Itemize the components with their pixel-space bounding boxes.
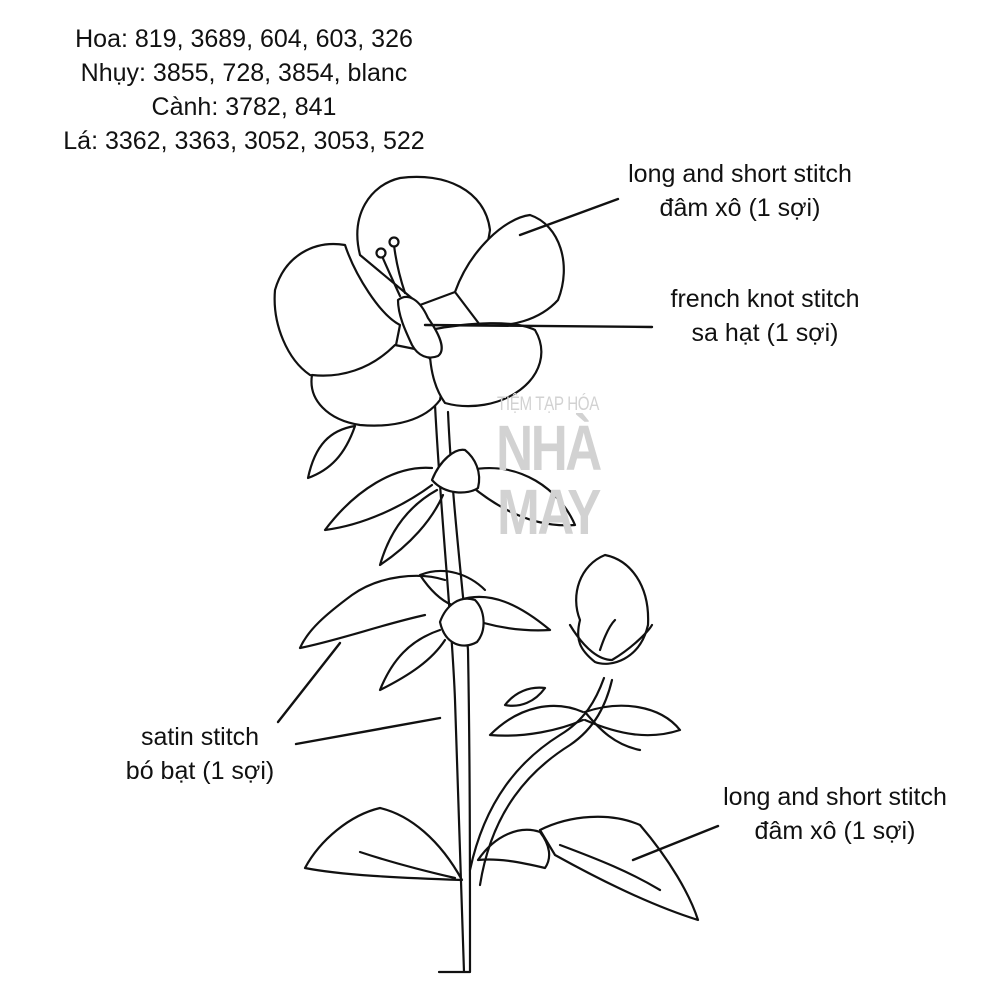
annotation-flower-stitch: long and short stitch bbox=[628, 160, 852, 188]
annotation-stem-detail: bó bạt (1 sợi) bbox=[125, 757, 275, 785]
annotation-flower-detail: đâm xô (1 sợi) bbox=[659, 194, 821, 222]
legend-flower-colors: Hoa: 819, 3689, 604, 603, 326 bbox=[75, 25, 413, 53]
leaf-bud-right bbox=[585, 706, 680, 735]
stamen-tip-right bbox=[390, 238, 399, 247]
leaf-bud-small bbox=[505, 688, 545, 706]
watermark-line-3: MAY bbox=[497, 476, 599, 548]
legend-stem-colors: Cành: 3782, 841 bbox=[151, 93, 337, 121]
legend-stamen-colors: Nhụy: 3855, 728, 3854, blanc bbox=[80, 59, 408, 87]
annotation-leaf bbox=[690, 780, 980, 848]
annotation-stamen-stitch: french knot stitch bbox=[670, 285, 860, 313]
leaf-upper-left-2 bbox=[380, 490, 443, 565]
leaf-lower-left-vein bbox=[360, 852, 455, 878]
leader-stem-leaf bbox=[278, 643, 340, 722]
leaf-middle-left-2 bbox=[380, 630, 445, 690]
annotation-leaf-stitch: long and short stitch bbox=[723, 783, 947, 811]
calyx-middle bbox=[440, 599, 484, 646]
stamen-tip-left bbox=[377, 249, 386, 258]
annotation-stamen bbox=[620, 282, 910, 350]
watermark-line-2: NHÀ bbox=[496, 412, 600, 484]
thread-color-legend bbox=[34, 22, 454, 158]
annotation-flower-petals bbox=[595, 157, 885, 225]
leaf-upper-left bbox=[325, 468, 432, 530]
watermark-line-1: TIỆM TẠP HÓA bbox=[497, 394, 599, 415]
annotation-stem bbox=[100, 720, 300, 788]
leaf-small-left bbox=[308, 426, 355, 478]
leaf-lower-left bbox=[305, 808, 462, 880]
shop-watermark-logo bbox=[478, 394, 618, 548]
annotation-stem-stitch: satin stitch bbox=[140, 723, 260, 751]
leaf-bud-left bbox=[490, 706, 583, 736]
annotation-stamen-detail: sa hạt (1 sợi) bbox=[691, 319, 839, 347]
leader-stem bbox=[296, 718, 440, 744]
annotation-leaf-detail: đâm xô (1 sợi) bbox=[754, 817, 916, 845]
legend-leaf-colors: Lá: 3362, 3363, 3052, 3053, 522 bbox=[63, 127, 425, 155]
